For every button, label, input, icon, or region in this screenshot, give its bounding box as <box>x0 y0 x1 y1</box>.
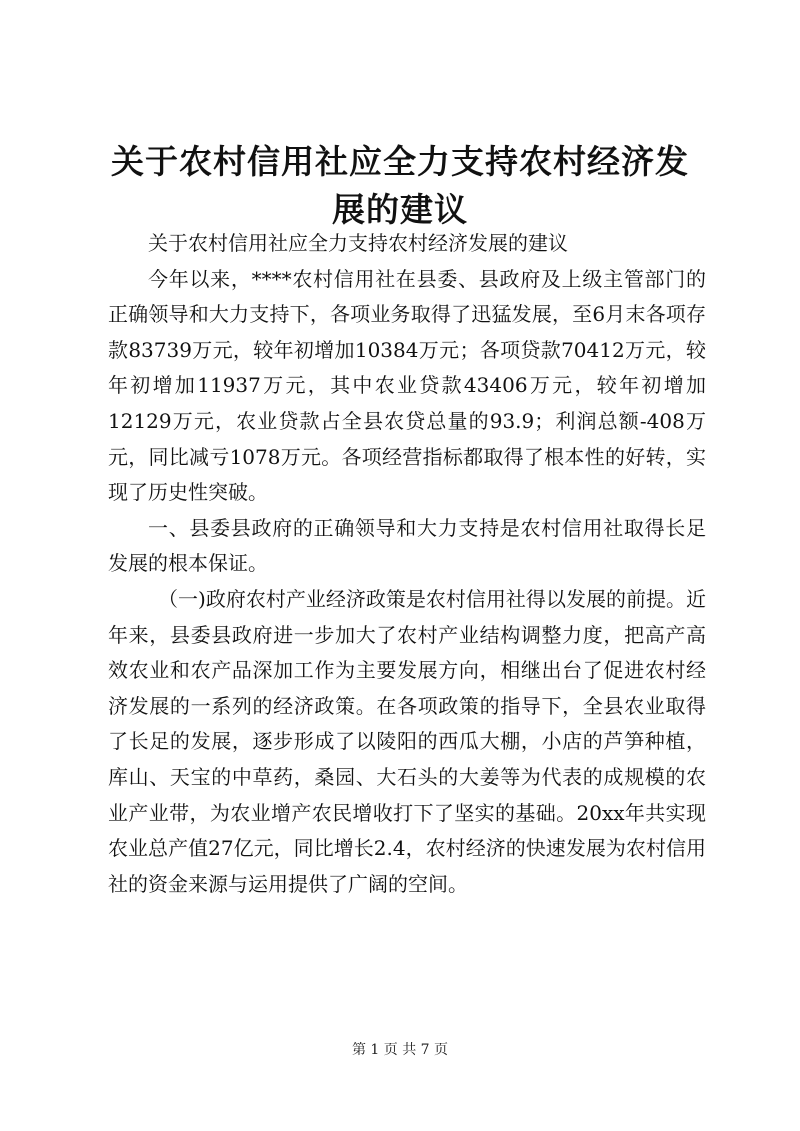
document-title: 关于农村信用社应全力支持农村经济发展的建议 <box>111 142 689 229</box>
document-body <box>108 226 706 902</box>
paragraph-subsection: （一)政府农村产业经济政策是农村信用社得以发展的前提。近年来，县委县政府进一步加大了农村产业结构调整力度，把高产高效农业和农产品深加工作为主要发展方向，相继出台了促进农村经济发展的一系列的经济政策。在各项政策的指导下，全县农业取得了长足的发展，逐步形成了以陵阳的西瓜大棚，小店的芦笋种植，库山、天宝的中草药，桑园、大石头的大姜等为代表的成规模的农业产业带，为农业增产农民增收打下了坚实的基础。20xx年共实现农业总产值27亿元，同比增长2.4，农村经济的快速发展为农村信用社的资金来源与运用提供了广阔的空间。 <box>108 586 706 896</box>
paragraph-subtitle: 关于农村信用社应全力支持农村经济发展的建议 <box>148 231 568 255</box>
paragraph-summary: 今年以来，****农村信用社在县委、县政府及上级主管部门的正确领导和大力支持下，各项业务取得了迅猛发展，至6月末各项存款83739万元，较年初增加10384万元；各项贷款70412万元，较年初增加11937万元，其中农业贷款43406万元，较年初增加12129万元，农业贷款占全县农贷总量的93.9；利润总额-408万元，同比减亏1078万元。各项经营指标都取得了根本性的好转，实现了历史性突破。 <box>108 266 706 505</box>
paragraph-section-heading: 一、县委县政府的正确领导和大力支持是农村信用社取得长足发展的根本保证。 <box>108 515 706 576</box>
page-number: 第 1 页 共 7 页 <box>351 1042 449 1058</box>
